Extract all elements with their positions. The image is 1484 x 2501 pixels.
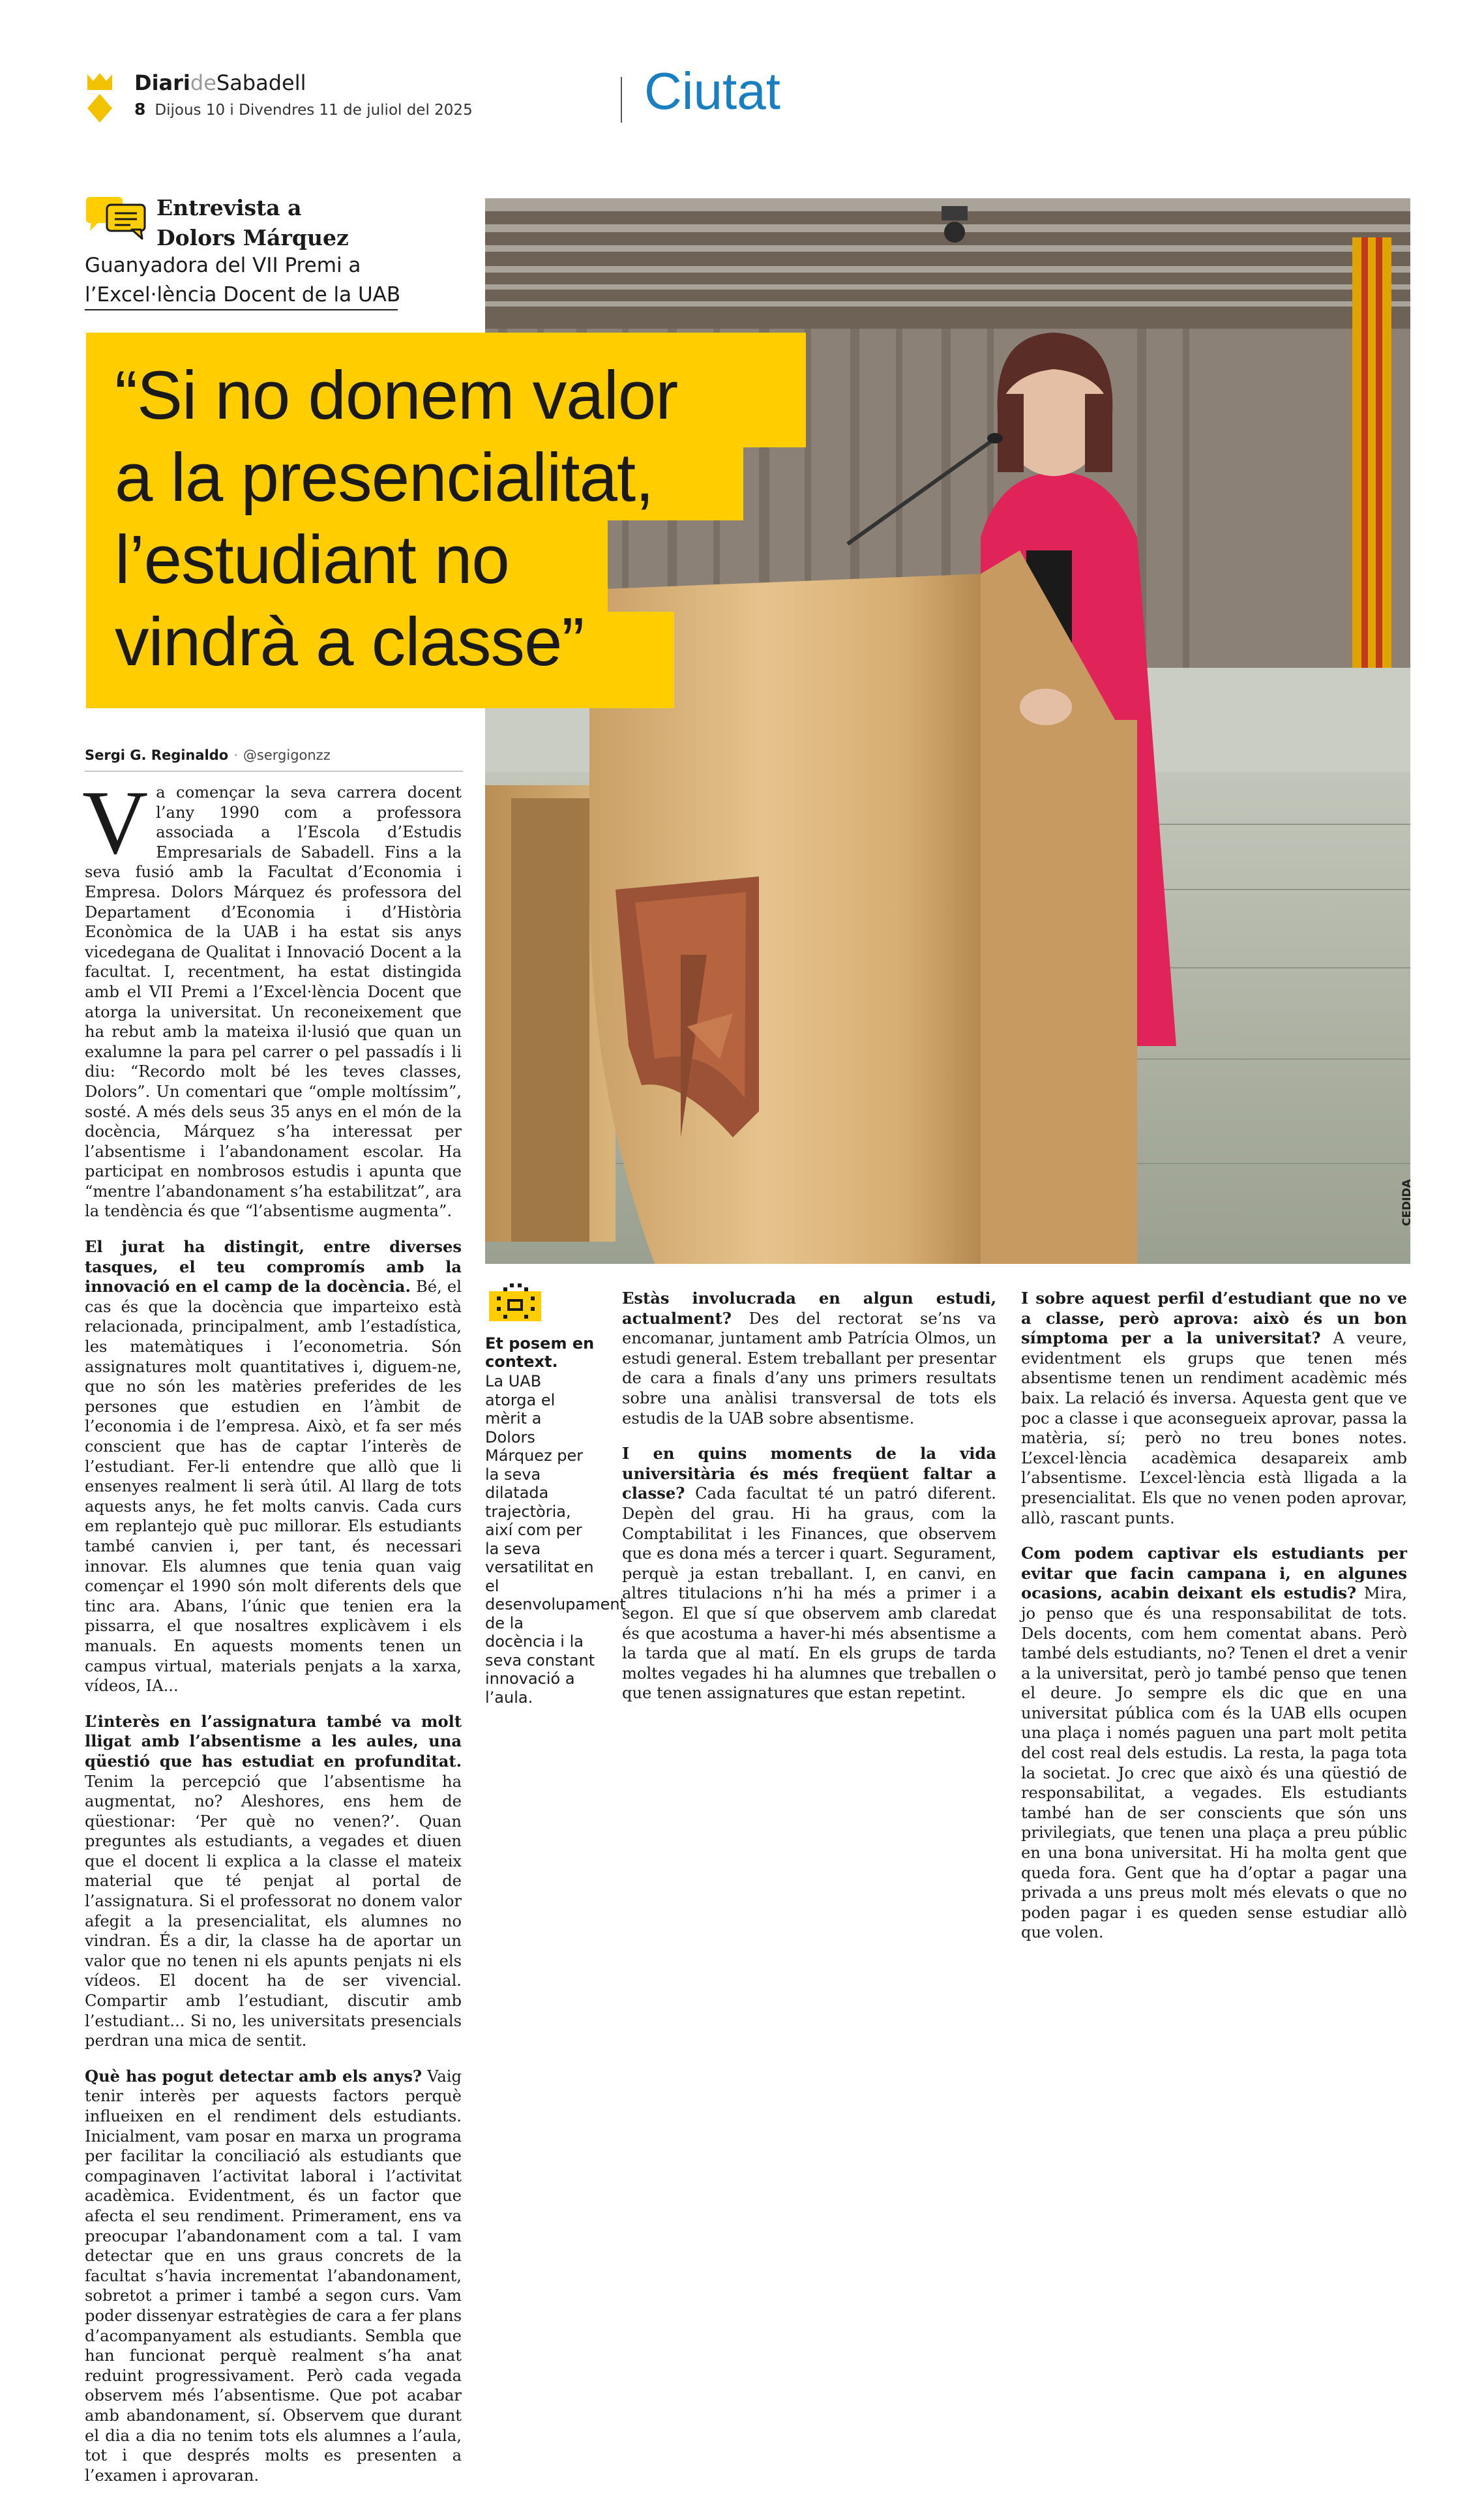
- newspaper-name[interactable]: DiarideSabadell: [134, 70, 306, 95]
- author-handle[interactable]: @sergigonzz: [243, 747, 331, 763]
- qa-block: [85, 2067, 462, 2485]
- page-meta: [134, 100, 473, 119]
- article-column-1: [82, 772, 462, 2501]
- question: Com podem captivar els estudiants per evitar que facin campana i, en algunes ocasions, acabin deixant els estudis?: [1021, 1544, 1407, 1603]
- answer: Vaig tenir interès per aquests factors perquè influeixen en el rendiment dels estudiants. Inicialment, vam posar en marxa un programa per facilitar la conciliació als estudiants que compaginaven l’activitat laboral i l’activitat acadèmica. Evidentment, és un factor que afecta el seu rendiment. Primerament, ens va preocupar l’abandonament com a tal. I vam detectar que en uns graus concrets de la facultat s’havia incrementat l’abandonament, sobretot a primer i també a segon curs. Vam poder dissenyar estratègies de cara a fer plans d’acompanyament als estudiants. Sembla que han funcionat perquè realment s’ha anat reduint progressivament. Però cada vegada observem més l’absentisme. Que pot acabar amb abandonament, sí. Observem que durant el dia a dia no tenim tots els alumnes a l’aula, tot i que després molts es presenten a l’examen i aprovaran.: [85, 2067, 462, 2485]
- subkicker-underline: [85, 309, 398, 310]
- answer: Mira, jo penso que és una responsabilitat de tots. Dels docents, com hem comentat abans. Però també dels estudiants, no? Tenen el dret a venir a la universitat, però jo també penso que tenen el deure. Jo sempre els dic que en una universitat pública com és la UAB ells ocupen una plaça i només paguen una part molt petita del cost real dels estudis. La resta, la paga tota la societat. Jo crec que això és una qüestió de responsabilitat, a vegades. Els estudiants també han de ser conscients que són uns privilegiats, que tenen una plaça a preu públic en una bona universitat. Hi ha molta gent que queda fora. Gent que ha d’optar a pagar una privada a uns preus molt més elevats o que no poden pagar i es queden sense estudiar allò que volen.: [1021, 1584, 1407, 1942]
- interview-chat-icon: [85, 196, 147, 240]
- interviewee-description: Guanyadora del VII Premi a l’Excel·lència Docent de la UAB: [85, 254, 401, 307]
- qa-block: [85, 1712, 462, 2051]
- drop-cap: V: [82, 772, 149, 873]
- photo-credit: CEDIDA: [1401, 1179, 1414, 1226]
- answer: Tenim la percepció que l’absentisme ha augmentat, no? Aleshores, ens hem de qüestionar: ‘Per què no venen?’. Quan preguntes als estudiants, a vegades et diuen que el docent li explica a la classe el mateix material que té penjat al portal de l’assignatura. Si el professorat no donem valor afegit a la presencialitat, els alumnes no vindran. És a dir, la classe ha de aportar un valor que no tenen ni els apunts penjats ni els vídeos. El docent ha de ser vivencial. Compartir amb l’estudiant, discutir amb l’estudiant... Si no, les universitats presencials perdran una mica de sentit.: [85, 1772, 462, 2050]
- interview-kicker: Entrevista a Dolors Márquez: [156, 195, 349, 250]
- context-body: La UAB atorga el mèrit a Dolors Márquez per la seva dilatada trajectòria, així com per la seva versatilitat en el desenvolupament de la docència i la seva constant innovació a l’aula.: [485, 1372, 626, 1707]
- qa-block: [622, 1444, 996, 1703]
- question: Què has pogut detectar amb els anys?: [85, 2066, 423, 2086]
- context-icon: [485, 1282, 545, 1323]
- article-column-4: [1021, 1289, 1407, 1958]
- question: El jurat ha distingit, entre diverses tasques, el teu compromís amb la innovació en el camp de la docència.: [85, 1237, 462, 1296]
- qa-block: [85, 1237, 462, 1696]
- answer: A veure, evidentment els grups que tenen més absentisme tenen un rendiment acadèmic més baix. La relació és inversa. Aquesta gent que ve poc a classe i que aconsegueix aprovar, passa la matèria, sí; però no treu bones notes. L’excel·lència acadèmica desapareix amb l’absentisme. L’excel·lència està lligada a la presencialitat. Els que no venen poden aprovar, allò, rascant punts.: [1021, 1329, 1407, 1527]
- article-column-3: [622, 1289, 996, 1719]
- answer: Cada facultat té un patró diferent. Depèn del grau. Hi ha graus, com la Comptabilitat i les Finances, que observem que es dona més a tercer i quart. Segurament, perquè ja estan treballant. I, en canvi, en altres titulacions n’hi ha més a primer i a segon. El que sí que observem amb claredat és que acostuma a haver-hi més absentisme a la tarda que al matí. En els grups de tarda moltes vegades hi ha alumnes que treballen o que tenen assignatures que estan repetint.: [622, 1484, 996, 1703]
- question: I en quins moments de la vida universitària és més freqüent faltar a classe?: [622, 1444, 996, 1503]
- lead-paragraph: Va començar la seva carrera docent l’any 1990 com a professora associada a l’Escola d’Estudis Empresarials de Sabadell. Fins a la seva fusió amb la Facultat d’Economia i Empresa. Dolors Márquez és professora del Departament d’Economia i d’Història Econòmica de la UAB i ha estat sis anys vicedegana de Qualitat i Innovació Docent a la facultat. I, recentment, ha estat distingida amb el VII Premi a l’Excel·lència Docent que atorga la universitat. Un reconeixement que ha rebut amb la mateixa il·lusió que quan un exalumne la para pel carrer o pel passadís i li diu: “Recordo molt bé les teves classes, Dolors”. Un comentari que “omple moltíssim”, sosté. A més dels seus 35 anys en el món de la docència, Márquez s’ha interessat per l’absentisme i l’abandonament escolar. Ha participat en nombrosos estudis i apunta que “mentre l’abandonament s’ha estabilitzat”, ara la tendència és que “l’absentisme augmenta”.: [82, 772, 462, 1221]
- issue-date: Dijous 10 i Divendres 11 de juliol del 2025: [155, 102, 473, 119]
- question: Estàs involucrada en algun estudi, actualment?: [622, 1289, 996, 1328]
- question: I sobre aquest perfil d’estudiant que no ve a classe, però aprova: això és un bon símptoma per a la universitat?: [1021, 1289, 1407, 1348]
- page-number: 8: [134, 100, 146, 119]
- question: L’interès en l’assignatura també va molt lligat amb l’absentisme a les aules, una qüestió que has estudiat en profunditat.: [85, 1711, 462, 1771]
- section-divider: [621, 77, 622, 123]
- byline: Sergi G. Reginaldo · @sergigonzz: [85, 747, 331, 763]
- qa-block: [622, 1289, 996, 1428]
- answer: Des del rectorat se’ns va encomanar, juntament amb Patrícia Olmos, un estudi general. Estem treballant per presentar de cara a finals d’any uns primers resultats sobre una anàlisi transversal de tots els estudis de la UAB sobre absentisme.: [622, 1309, 996, 1428]
- shield-logo-icon: [85, 72, 115, 124]
- section-title[interactable]: Ciutat: [644, 62, 780, 120]
- qa-block: [1021, 1289, 1407, 1528]
- qa-block: [1021, 1544, 1407, 1943]
- answer: Bé, el cas és que la docència que imparteixo està relacionada, principalment, amb l’estadística, les matemàtiques i l’econometria. Són assignatures molt quantitatives i, diguem-ne, que no són les matèries preferides de les persones que estudien en l’àmbit de l’economia i de l’empresa. Això, et fa ser més conscient que has de captar l’interès de l’estudiant. Fer-li entendre que allò que li ensenyes realment li serà útil. Al llarg de tots aquests anys, he fet molts canvis. Cada curs em replantejo què puc millorar. Els estudiants també canvien i, per tant, és necessari innovar. Els alumnes que tenia quan vaig començar el 1990 són molt diferents dels que tinc ara. Abans, l’únic que tenien era la pissarra, el que nosaltres explicàvem i els manuals. En aquests moments tenen un campus virtual, materials penjats a la xarxa, vídeos, IA...: [85, 1278, 462, 1696]
- author-name[interactable]: Sergi G. Reginaldo: [85, 747, 229, 763]
- context-title: Et posem en context.: [485, 1334, 595, 1371]
- pull-quote: “Si no donem valor a la presencialitat, l’estudiant no vindrà a classe”: [115, 357, 678, 680]
